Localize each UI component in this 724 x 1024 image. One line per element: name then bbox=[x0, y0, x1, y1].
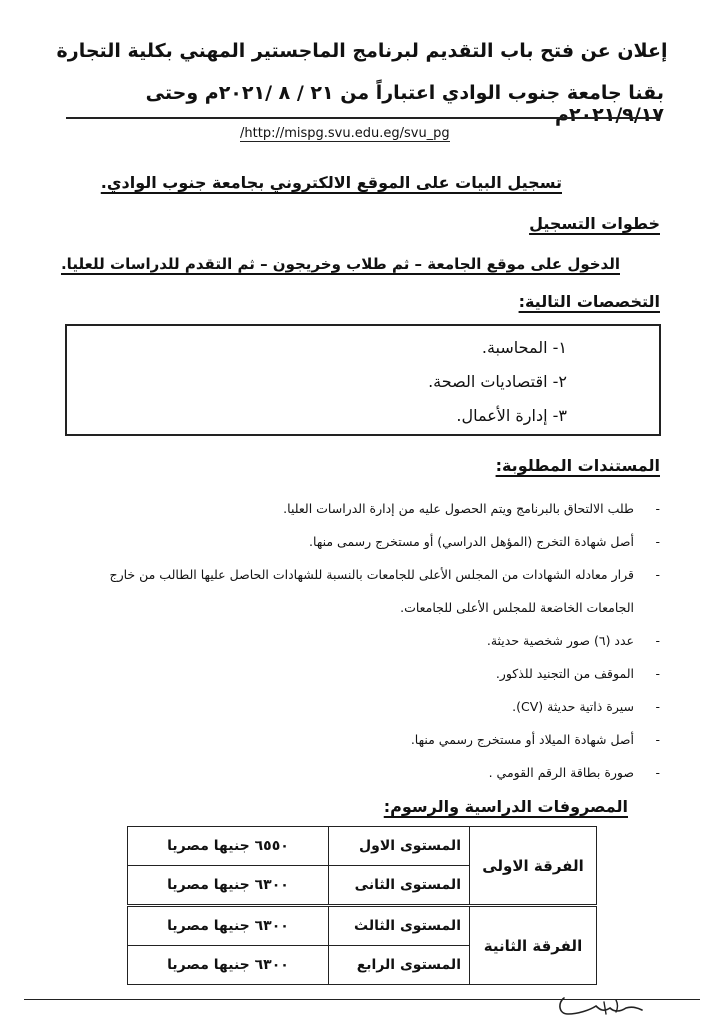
document-item bbox=[60, 690, 660, 723]
announcement-title-line2: بقنا جامعة جنوب الوادي اعتباراً من ٢١ / ٨ /٢٠٢١م وحتى ٢٠٢١/٩/١٧م bbox=[145, 82, 664, 126]
amount-cell: ٦٣٠٠ جنيها مصريا bbox=[128, 946, 329, 985]
group-cell: الفرقة الثانية bbox=[470, 906, 597, 985]
amount-cell: ٦٣٠٠ جنيها مصريا bbox=[128, 866, 329, 906]
bullet-dash: - bbox=[655, 567, 660, 582]
amount-cell: ٦٥٥٠ جنيها مصريا bbox=[128, 827, 329, 866]
document-text: الموقف من التجنيد للذكور. bbox=[495, 666, 634, 681]
document-text: طلب الالتحاق بالبرنامج ويتم الحصول عليه من إدارة الدراسات العليا. bbox=[283, 501, 634, 516]
document-text: أصل شهادة الميلاد أو مستخرج رسمي منها. bbox=[410, 732, 634, 747]
document-item bbox=[60, 492, 660, 525]
bullet-dash: - bbox=[655, 534, 660, 549]
amount-cell: ٦٣٠٠ جنيها مصريا bbox=[128, 906, 329, 946]
level-cell: المستوى الرابع bbox=[329, 946, 470, 985]
level-cell: المستوى الثانى bbox=[329, 866, 470, 906]
handwritten-signature bbox=[556, 988, 646, 1020]
documents-list bbox=[60, 492, 660, 789]
specialization-item: ١- المحاسبة. bbox=[481, 338, 567, 357]
specialization-item: ٣- إدارة الأعمال. bbox=[456, 406, 567, 425]
registration-heading: تسجيل البيات على الموقع الالكتروني بجامعة جنوب الوادي. bbox=[100, 173, 562, 192]
bullet-dash: - bbox=[655, 699, 660, 714]
level-cell: المستوى الاول bbox=[329, 827, 470, 866]
document-text: قرار معادله الشهادات من المجلس الأعلى للجامعات بالنسبة للشهادات الحاصل عليها الطالب من خارج الجامعات الخاضعة للمجلس الأعلى للجامعات. bbox=[109, 567, 634, 615]
bullet-dash: - bbox=[655, 633, 660, 648]
fees-table bbox=[127, 826, 597, 985]
document-item bbox=[60, 657, 660, 690]
document-item bbox=[60, 558, 660, 624]
specializations-list bbox=[67, 326, 659, 434]
documents-heading: المستندات المطلوبة: bbox=[495, 456, 660, 475]
portal-url-link[interactable]: /http://mispg.svu.edu.eg/svu_pg bbox=[240, 126, 450, 141]
document-item bbox=[60, 525, 660, 558]
document-text: عدد (٦) صور شخصية حديثة. bbox=[486, 633, 634, 648]
document-text: صورة بطاقة الرقم القومي . bbox=[488, 765, 634, 780]
document-text: سيرة ذاتية حديثة (CV). bbox=[512, 699, 634, 714]
bullet-dash: - bbox=[655, 666, 660, 681]
announcement-title-line1: إعلان عن فتح باب التقديم لبرنامج الماجستير المهني بكلية التجارة bbox=[56, 40, 668, 62]
steps-text: الدخول على موقع الجامعة – ثم طلاب وخريجون – ثم التقدم للدراسات للعليا. bbox=[60, 255, 620, 273]
header-divider bbox=[66, 117, 660, 119]
steps-heading: خطوات التسجيل bbox=[529, 214, 660, 233]
document-item bbox=[60, 624, 660, 657]
table-row bbox=[128, 827, 597, 866]
bullet-dash: - bbox=[655, 501, 660, 516]
document-text: أصل شهادة التخرج (المؤهل الدراسي) أو مستخرج رسمى منها. bbox=[309, 534, 634, 549]
bullet-dash: - bbox=[655, 765, 660, 780]
specializations-heading: التخصصات التالية: bbox=[518, 292, 660, 311]
specializations-box bbox=[65, 324, 661, 436]
bullet-dash: - bbox=[655, 732, 660, 747]
fees-heading: المصروفات الدراسية والرسوم: bbox=[383, 797, 628, 816]
table-row bbox=[128, 906, 597, 946]
level-cell: المستوى الثالث bbox=[329, 906, 470, 946]
specialization-item: ٢- اقتصاديات الصحة. bbox=[428, 372, 567, 391]
document-item bbox=[60, 756, 660, 789]
group-cell: الفرقة الاولى bbox=[470, 827, 597, 906]
document-item bbox=[60, 723, 660, 756]
